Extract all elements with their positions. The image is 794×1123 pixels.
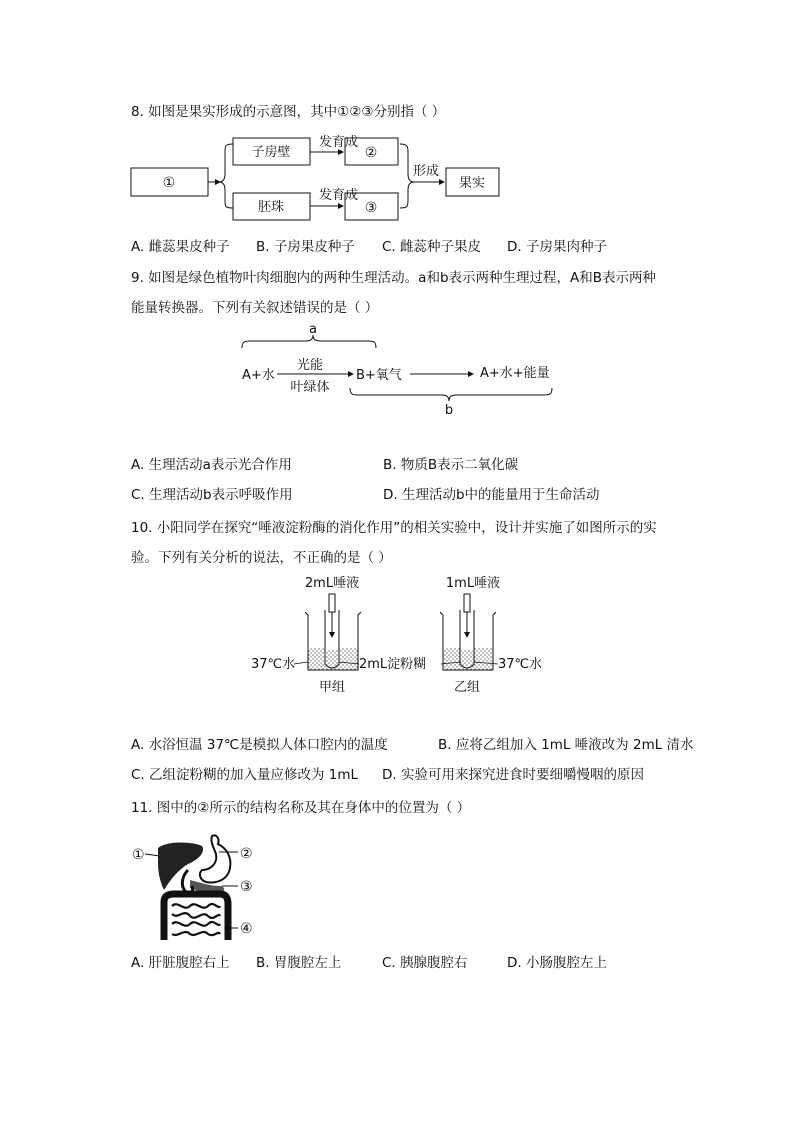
q10-water-right-label: 37℃水 xyxy=(498,657,543,672)
q11-option-a[interactable]: A. 肝脏腹腔右上 xyxy=(131,955,230,971)
q10-option-c[interactable]: C. 乙组淀粉糊的加入量应修改为 1mL xyxy=(131,767,359,783)
q8-box-3-label: ③ xyxy=(364,200,378,216)
q8-stem: 8. 如图是果实形成的示意图，其中①②③分别指（ ） xyxy=(131,104,446,120)
q10-saliva-left-label: 2mL唾液 xyxy=(304,576,360,591)
q8-box-2-label: ② xyxy=(364,145,378,161)
q9-option-c[interactable]: C. 生理活动b表示呼吸作用 xyxy=(131,487,293,503)
q10-stem-line-1: 10. 小阳同学在探究“唾液淀粉酶的消化作用”的相关实验中，设计并实施了如图所示的实 xyxy=(131,520,657,536)
q10-option-d[interactable]: D. 实验可用来探究进食时要细嚼慢咽的原因 xyxy=(382,767,644,783)
q9-stem-line-2: 能量转换器。下列有关叙述错误的是（ ） xyxy=(131,300,379,316)
q11-option-b[interactable]: B. 胃腹腔左上 xyxy=(256,955,342,971)
q11-label-1: ① xyxy=(132,847,145,863)
q9-mid-text: B+氧气 xyxy=(356,368,402,383)
q11-digestive-organs-illustration xyxy=(128,830,263,942)
q8-box-1-label: ① xyxy=(162,175,176,191)
q8-option-c[interactable]: C. 雌蕊种子果皮 xyxy=(382,239,482,255)
q8-form-label: 形成 xyxy=(413,164,440,179)
q8-ovule-label: 胚珠 xyxy=(257,200,285,215)
q8-ovary-wall-label: 子房壁 xyxy=(251,145,291,160)
q9-option-a[interactable]: A. 生理活动a表示光合作用 xyxy=(131,457,292,473)
q10-beaker-right xyxy=(440,594,496,670)
q9-chloroplast: 叶绿体 xyxy=(290,380,330,395)
q11-label-4: ④ xyxy=(240,921,253,937)
q10-group-left-label: 甲组 xyxy=(318,680,346,695)
q9-photosynthesis-respiration-diagram xyxy=(232,318,562,418)
q9-label-b: b xyxy=(444,403,454,418)
q10-stem-line-2: 验。下列有关分析的说法，不正确的是（ ） xyxy=(131,550,392,566)
q10-water-left-label: 37℃水 xyxy=(251,657,296,672)
q8-right-brace xyxy=(400,144,414,208)
q8-option-a[interactable]: A. 雌蕊果皮种子 xyxy=(131,239,230,255)
q10-paste-label: 2mL淀粉糊 xyxy=(359,657,427,672)
q11-label-3: ③ xyxy=(240,879,253,895)
q11-stem: 11. 图中的②所示的结构名称及其在身体中的位置为（ ） xyxy=(131,800,471,816)
q8-fruit-formation-diagram xyxy=(125,132,505,224)
q10-saliva-right-label: 1mL唾液 xyxy=(445,576,501,591)
q10-saliva-experiment-diagram xyxy=(248,570,548,700)
q8-develop-label-2: 发育成 xyxy=(319,188,359,203)
q9-right-text: A+水+能量 xyxy=(480,366,550,381)
q9-stem-line-1: 9. 如图是绿色植物叶肉细胞内的两种生理活动。a和b表示两种生理过程，A和B表示两种 xyxy=(131,270,657,286)
q8-left-brace xyxy=(219,144,233,208)
q8-fruit-label: 果实 xyxy=(458,176,486,191)
q11-stomach xyxy=(200,835,230,882)
q11-option-c[interactable]: C. 胰腺腹腔右 xyxy=(382,955,468,971)
q8-option-d[interactable]: D. 子房果肉种子 xyxy=(507,239,607,255)
q10-option-a[interactable]: A. 水浴恒温 37℃是模拟人体口腔内的温度 xyxy=(131,737,388,753)
q9-left-text: A+水 xyxy=(242,368,275,383)
q11-small-intestine xyxy=(172,904,220,935)
q9-label-a: a xyxy=(309,322,317,337)
q9-option-b[interactable]: B. 物质B表示二氧化碳 xyxy=(383,457,519,473)
q11-option-d[interactable]: D. 小肠腹腔左上 xyxy=(507,955,607,971)
q10-option-b[interactable]: B. 应将乙组加入 1mL 唾液改为 2mL 清水 xyxy=(438,737,694,753)
q9-option-d[interactable]: D. 生理活动b中的能量用于生命活动 xyxy=(383,487,600,503)
q10-group-right-label: 乙组 xyxy=(453,680,481,695)
q8-option-b[interactable]: B. 子房果皮种子 xyxy=(256,239,355,255)
q11-label-2: ② xyxy=(240,846,253,862)
q9-brace-b xyxy=(350,388,552,401)
q10-beaker-left xyxy=(305,594,361,670)
q9-light-energy: 光能 xyxy=(296,358,324,373)
q8-develop-label-1: 发育成 xyxy=(319,135,359,150)
